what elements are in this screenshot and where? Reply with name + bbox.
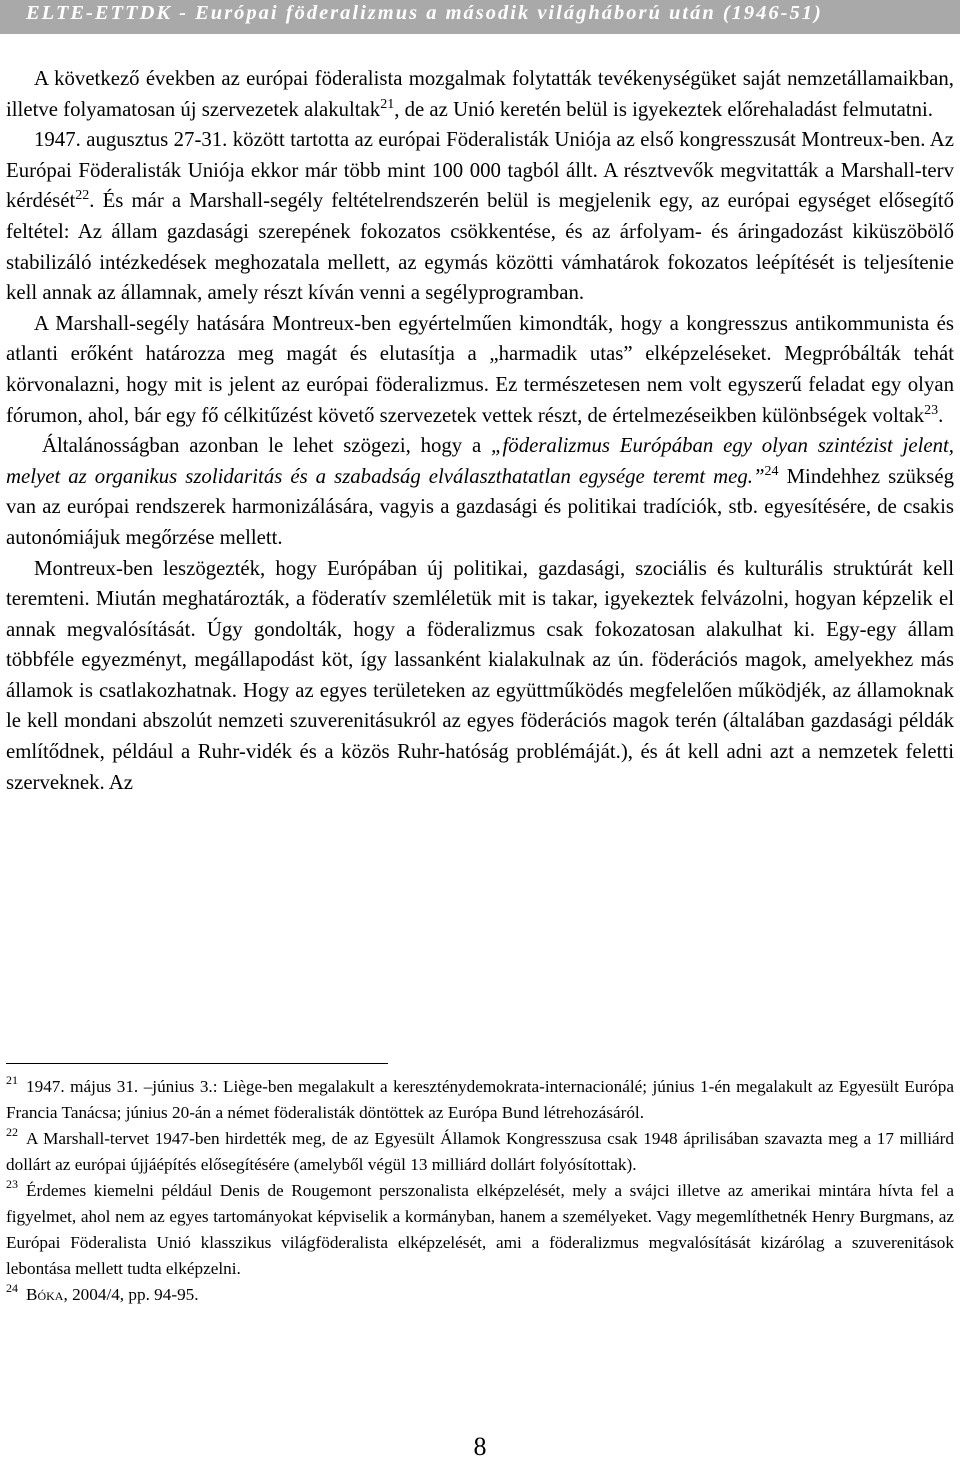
footnote: $^{24}$ Bóka, 2004/4, pp. 94-95. <box>6 1281 199 1304</box>
paragraph: Általánosságban azonban le lehet szögezi, hogy a „föderalizmus Európában egy olyan szintézist jelent, melyet az organikus szolidaritás és a szabadság elválaszthatatlan egysége teremt meg.”$^{24}$ Mindehhez szükség van az európai rendszerek harmonizálására, vagyis a gazdasági és politikai tradíciók, stb. egyesítésére, de csakis autonómiájuk megőrzése mellett. <box>6 434 954 549</box>
page-number: 8 <box>473 1432 487 1461</box>
paragraph: Montreux-ben leszögezték, hogy Európában új politikai, gazdasági, szociális és kulturális struktúrát kell teremteni. Miután meghatározták, a föderatív szemléletük mit is takar, igyekeztek felvázolni, hogyan képzelik el annak megvalósítását. Úgy gondolták, hogy a föderalizmus csak fokozatosan alakulhat ki. Egy-egy állam többféle egyezményt, megállapodást köt, így lassanként kialakulnak az ún. föderációs magok, amelyekhez más államok is csatlakozhatnak. Hogy az egyes területeken az együttműködés megfelelően működjék, az államoknak le kell mondani abszolút nemzeti szuverenitásukról az egyes föderációs magok terén (általában gazdasági példák említődnek, például a Ruhr-vidék és a közös Ruhr-hatóság problémáját.), és át kell adni azt a nemzetek feletti szerveknek. Az <box>6 556 954 794</box>
paragraph: A Marshall-segély hatására Montreux-ben egyértelműen kimondták, hogy a kongresszus antikommunista és atlanti erőként határozza meg magát és elutasítja a „harmadik utas” elképzeléseket. Megpróbálták tehát körvonalazni, hogy mit is jelent az európai föderalizmus. Ez természetesen nem volt egyszerű feladat egy olyan fórumon, ahol, bár egy fő célkitűzést követő szervezetek vettek részt, de értelmezéseikben különbségek voltak$^{23}$. <box>6 311 954 427</box>
footnote-number: 23 <box>6 1177 18 1191</box>
footnote-ref[interactable]: 24 <box>764 463 779 479</box>
header-title: ELTE-ETTDK - Európai föderalizmus a második világháború után (1946-51) <box>26 2 823 24</box>
footnotes <box>6 1074 954 1308</box>
footnote: $^{21}$ 1947. május 31. –június 3.: Liège-ben megalakult a kereszténydemokrata-internacionálé; június 1-én megalakult az Egyesült Európa Francia Tanácsa; június 20-án a német föderalisták döntöttek az Európa Bund létrehozásáról. <box>6 1073 954 1122</box>
footnote-ref[interactable]: 22 <box>75 188 90 204</box>
main-text <box>6 64 954 798</box>
footnote: $^{22}$ A Marshall-tervet 1947-ben hirdették meg, de az Egyesült Államok Kongresszusa csak 1948 áprilisában szavazta meg a 17 milliárd dollárt az európai újjáépítés elősegítésére (amelyből végül 13 milliárd dollárt folyósítottak). <box>6 1125 954 1174</box>
paragraph: 1947. augusztus 27-31. között tartotta az európai Föderalisták Uniója az első kongresszusát Montreux-ben. Az Európai Föderalisták Uniója ekkor már több mint 100 000 tagból állt. A résztvevők megvitatták a Marshall-terv kérdését$^{22}$. És már a Marshall-segély feltételrendszerén belül is megjelenik egy, az európai egységet elősegítő feltétel: Az állam gazdasági szerepének fokozatos csökkentése, és az árfolyam- és áringadozást kiküszöbölő stabilizáló intézkedések meghozatala mellett, az egymás közötti vámhatárok fokozatos leépítését is teljesítenie kell annak az államnak, amely részt kíván venni a segélyprogramban. <box>6 128 954 305</box>
footnote-number: 22 <box>6 1125 18 1139</box>
paragraph: A következő években az európai föderalista mozgalmak folytatták tevékenységüket saját nemzetállamaikban, illetve folyamatosan új szervezetek alakultak$^{21}$, de az Unió keretén belül is igyekeztek előrehaladást felmutatni. <box>6 67 954 121</box>
footnote: $^{23}$ Érdemes kiemelni például Denis de Rougemont perszonalista elképzelését, mely a svájci illetve az amerikai mintára hívta fel a figyelmet, ahol nem az egyes tartományokat képviselik a kormányban, hanem a személyeket. Vagy megemlíthetnék Henry Burgmans, az Európai Föderalista Unió klasszikus világföderalista elképzelését, ami a föderalizmus megvalósítását kizárólag a szuverenitások lebontása mellett tudta elképzelni. <box>6 1177 954 1278</box>
footnote-ref[interactable]: 21 <box>380 96 395 112</box>
footnote-ref[interactable]: 23 <box>924 402 939 418</box>
footnote-number: 24 <box>6 1281 18 1295</box>
footnote-separator <box>6 1063 388 1064</box>
footnote-author: Bóka <box>26 1285 64 1304</box>
footnote-number: 21 <box>6 1073 18 1087</box>
running-header <box>0 0 960 34</box>
quote: „föderalizmus Európában egy olyan szintézist jelent, melyet az organikus szolidaritás és a szabadság elválaszthatatlan egysége teremt meg.” <box>6 434 954 488</box>
